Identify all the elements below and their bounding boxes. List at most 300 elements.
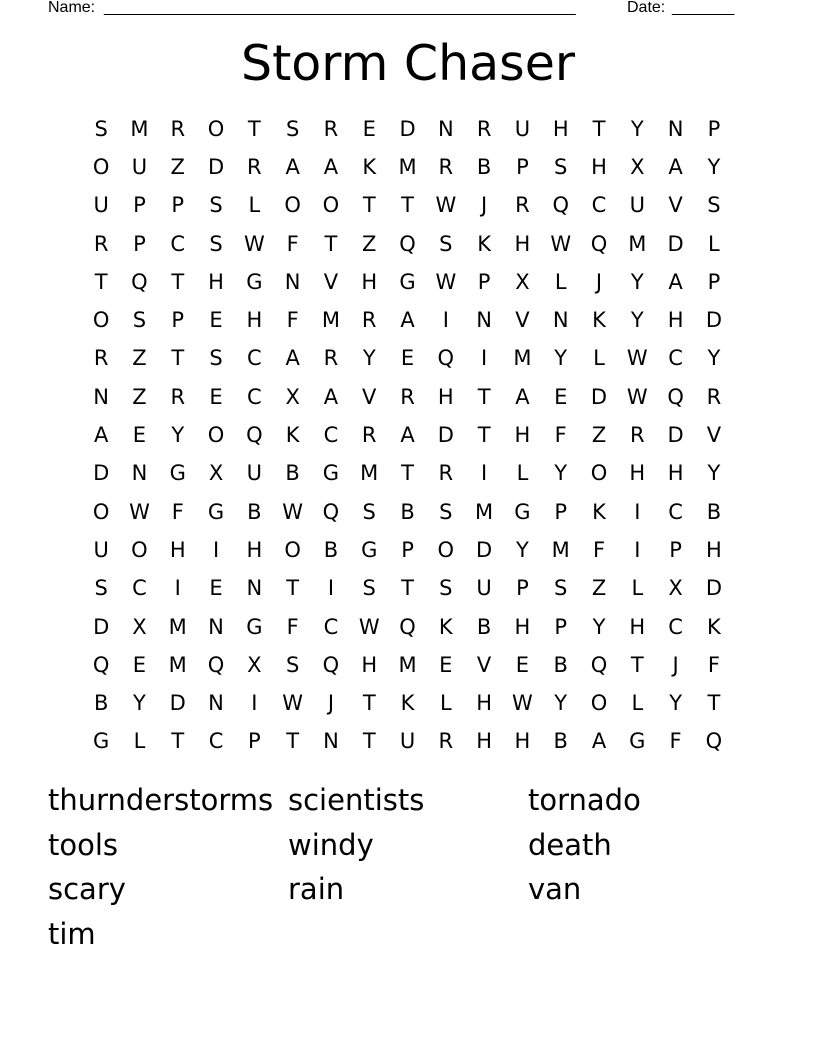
grid-letter[interactable]: B [553,729,568,754]
grid-letter[interactable]: T [247,116,261,141]
grid-letter[interactable]: M [398,154,417,179]
grid-letter[interactable]: T [707,691,721,716]
grid-letter[interactable]: H [629,461,646,486]
grid-letter[interactable]: I [442,308,449,333]
grid-letter[interactable]: V [668,193,683,218]
grid-letter[interactable]: J [481,193,488,218]
grid-letter[interactable]: S [285,652,300,677]
grid-letter[interactable]: P [707,116,721,141]
grid-letter[interactable]: L [631,576,644,601]
grid-letter[interactable]: H [246,537,263,562]
grid-letter[interactable]: P [516,154,529,179]
grid-letter[interactable]: Z [170,154,185,179]
grid-letter[interactable]: E [209,384,223,409]
grid-letter[interactable]: S [554,576,568,601]
grid-letter[interactable]: V [515,308,530,333]
grid-letter[interactable]: Q [667,384,684,409]
grid-letter[interactable]: D [705,576,722,601]
grid-letter[interactable]: K [592,308,606,333]
grid-letter[interactable]: Q [552,193,569,218]
grid-letter[interactable]: U [476,576,492,601]
grid-letter[interactable]: B [323,537,339,562]
grid-letter[interactable]: M [398,652,417,677]
word-list-item: scientists [288,783,425,817]
grid-letter[interactable]: K [285,423,300,448]
grid-letter[interactable]: F [286,308,299,333]
grid-letter[interactable]: E [209,576,223,601]
grid-letter[interactable]: Y [554,461,568,486]
grid-letter[interactable]: V [362,384,377,409]
grid-letter[interactable]: R [361,423,377,448]
grid-letter[interactable]: Q [207,652,225,677]
grid-letter[interactable]: R [515,193,530,218]
grid-letter[interactable]: G [246,614,263,639]
grid-letter[interactable]: S [362,576,376,601]
grid-letter[interactable]: G [399,269,416,294]
grid-letter[interactable]: T [286,576,300,601]
grid-letter[interactable]: S [209,346,223,371]
grid-letter[interactable]: H [361,269,378,294]
grid-letter[interactable]: M [168,652,187,677]
grid-letter[interactable]: U [131,154,148,179]
letter-grid[interactable] [82,110,733,761]
grid-letter[interactable]: Y [516,537,529,562]
grid-letter[interactable]: A [323,154,339,179]
grid-letter[interactable]: P [554,614,568,639]
grid-letter[interactable]: J [595,269,603,294]
grid-letter[interactable]: N [246,576,263,601]
grid-letter[interactable]: C [208,729,224,754]
grid-letter[interactable]: N [93,384,109,409]
grid-letter[interactable]: S [209,231,223,256]
grid-letter[interactable]: M [360,461,379,486]
grid-letter[interactable]: P [133,193,146,218]
grid-letter[interactable]: S [132,308,147,333]
grid-letter[interactable]: Y [133,691,146,716]
grid-letter[interactable]: K [400,691,415,716]
grid-letter[interactable]: W [626,384,648,409]
grid-letter[interactable]: F [171,499,184,524]
grid-letter[interactable]: N [476,308,492,333]
word-list-item: scary [48,872,126,906]
grid-letter[interactable]: A [515,384,530,409]
grid-letter[interactable]: Y [554,346,568,371]
grid-letter[interactable]: H [706,537,722,562]
grid-letter[interactable]: M [168,614,187,639]
grid-letter[interactable]: C [668,614,683,639]
grid-letter[interactable]: U [246,461,263,486]
grid-letter[interactable]: A [285,346,300,371]
grid-letter[interactable]: C [591,193,607,218]
grid-letter[interactable]: W [435,193,457,218]
grid-letter[interactable]: O [437,537,455,562]
grid-letter[interactable]: I [327,576,335,601]
grid-letter[interactable]: D [476,537,493,562]
grid-letter[interactable]: T [477,384,491,409]
grid-letter[interactable]: L [439,691,452,716]
grid-letter[interactable]: A [93,423,109,448]
grid-letter[interactable]: N [208,614,224,639]
grid-letter[interactable]: L [133,729,146,754]
grid-letter[interactable]: M [551,537,570,562]
grid-letter[interactable]: R [400,384,415,409]
grid-letter[interactable]: N [323,729,339,754]
grid-letter[interactable]: N [437,116,454,141]
grid-letter[interactable]: J [672,652,679,677]
grid-letter[interactable]: I [212,537,220,562]
grid-letter[interactable]: H [514,231,531,256]
grid-letter[interactable]: H [476,729,493,754]
grid-letter[interactable]: E [209,308,223,333]
grid-letter[interactable]: O [131,537,148,562]
grid-letter[interactable]: X [630,154,645,179]
grid-letter[interactable]: S [94,576,108,601]
grid-letter[interactable]: U [93,537,109,562]
grid-letter[interactable]: S [554,154,568,179]
grid-letter[interactable]: H [361,652,378,677]
grid-letter[interactable]: E [362,116,376,141]
grid-letter[interactable]: H [591,154,607,179]
grid-letter[interactable]: E [400,346,415,371]
grid-letter[interactable]: Q [246,423,263,448]
grid-letter[interactable]: C [132,576,147,601]
grid-letter[interactable]: Y [592,614,606,639]
grid-letter[interactable]: H [667,461,684,486]
grid-letter[interactable]: W [512,691,533,716]
grid-letter[interactable]: L [593,346,605,371]
grid-letter[interactable]: I [174,576,181,601]
grid-letter[interactable]: T [401,461,414,486]
grid-letter[interactable]: A [285,154,300,179]
grid-letter[interactable]: D [207,154,225,179]
grid-letter[interactable]: S [439,499,453,524]
grid-letter[interactable]: W [243,231,265,256]
grid-letter[interactable]: O [284,537,301,562]
grid-letter[interactable]: O [284,193,301,218]
grid-letter[interactable]: X [208,461,224,486]
grid-letter[interactable]: L [248,193,261,218]
grid-letter[interactable]: Y [630,116,644,141]
grid-letter[interactable]: T [171,346,185,371]
header [48,0,748,18]
grid-letter[interactable]: H [514,729,531,754]
grid-letter[interactable]: K [438,614,453,639]
grid-letter[interactable]: N [208,691,224,716]
grid-letter[interactable]: O [92,308,110,333]
grid-letter[interactable]: S [439,576,453,601]
grid-letter[interactable]: O [207,116,225,141]
grid-letter[interactable]: Q [322,499,340,524]
grid-letter[interactable]: P [516,576,529,601]
grid-letter[interactable]: A [400,423,415,448]
grid-letter[interactable]: V [323,269,339,294]
grid-letter[interactable]: Q [705,729,723,754]
grid-letter[interactable]: K [362,154,377,179]
grid-letter[interactable]: Y [630,308,644,333]
grid-letter[interactable]: R [438,461,454,486]
grid-letter[interactable]: Q [322,652,340,677]
grid-letter[interactable]: D [93,614,110,639]
grid-letter[interactable]: B [553,652,568,677]
grid-letter[interactable]: C [323,614,339,639]
grid-letter[interactable]: B [706,499,722,524]
grid-letter[interactable]: D [437,423,454,448]
grid-letter[interactable]: H [514,614,531,639]
grid-letter[interactable]: B [247,499,262,524]
word-list-item: thurnderstorms [48,783,274,817]
grid-letter[interactable]: T [362,691,376,716]
grid-letter[interactable]: H [629,614,646,639]
grid-letter[interactable]: W [129,499,150,524]
grid-letter[interactable]: R [247,154,262,179]
grid-letter[interactable]: S [209,193,223,218]
grid-letter[interactable]: T [171,269,185,294]
grid-letter[interactable]: K [592,499,606,524]
grid-letter[interactable]: Q [590,652,608,677]
name-label: Name: [48,0,96,16]
grid-letter[interactable]: H [476,691,493,716]
grid-letter[interactable]: Z [591,423,607,448]
grid-letter[interactable]: R [93,231,109,256]
grid-letter[interactable]: D [667,423,684,448]
grid-letter[interactable]: H [208,269,224,294]
grid-letter[interactable]: D [667,231,684,256]
grid-letter[interactable]: Y [669,691,683,716]
word-list-item: death [528,827,612,862]
grid-letter[interactable]: F [286,231,299,256]
grid-letter[interactable]: S [362,499,376,524]
grid-letter[interactable]: F [554,423,567,448]
grid-letter[interactable]: B [93,691,109,716]
grid-letter[interactable]: P [477,269,491,294]
grid-letter[interactable]: U [93,193,109,218]
grid-letter[interactable]: E [515,652,530,677]
grid-letter[interactable]: A [323,384,339,409]
grid-letter[interactable]: E [132,652,147,677]
grid-letter[interactable]: A [668,154,683,179]
grid-letter[interactable]: Y [630,269,644,294]
grid-letter[interactable]: S [439,231,453,256]
grid-letter[interactable]: Q [590,231,608,256]
grid-letter[interactable]: F [669,729,682,754]
grid-letter[interactable]: P [248,729,261,754]
grid-letter[interactable]: X [515,269,530,294]
grid-letter[interactable]: V [476,652,492,677]
grid-letter[interactable]: T [171,729,185,754]
grid-letter[interactable]: Q [399,231,416,256]
grid-letter[interactable]: M [628,231,647,256]
grid-letter[interactable]: G [93,729,110,754]
grid-letter[interactable]: G [246,269,263,294]
grid-letter[interactable]: P [669,537,682,562]
grid-letter[interactable]: T [324,231,338,256]
grid-letter[interactable]: W [435,269,457,294]
grid-letter[interactable]: C [247,346,262,371]
grid-letter[interactable]: B [476,614,492,639]
grid-letter[interactable]: O [92,499,110,524]
grid-letter[interactable]: Z [591,576,607,601]
grid-letter[interactable]: A [400,308,415,333]
grid-letter[interactable]: N [284,269,301,294]
grid-letter[interactable]: V [706,423,722,448]
grid-letter[interactable]: Q [399,614,416,639]
grid-letter[interactable]: T [362,729,376,754]
grid-letter[interactable]: T [630,652,644,677]
grid-letter[interactable]: T [477,423,491,448]
grid-letter[interactable]: L [631,691,644,716]
grid-letter[interactable]: W [626,346,648,371]
grid-letter[interactable]: E [554,384,568,409]
date-field[interactable]: _______ [672,0,735,16]
grid-letter[interactable]: H [246,308,263,333]
grid-letter[interactable]: G [169,461,186,486]
grid-letter[interactable]: M [130,116,149,141]
grid-letter[interactable]: X [668,576,683,601]
grid-letter[interactable]: M [475,499,494,524]
grid-letter[interactable]: R [93,346,109,371]
grid-letter[interactable]: M [513,346,532,371]
grid-letter[interactable]: Z [132,384,147,409]
grid-letter[interactable]: Q [131,269,148,294]
grid-letter[interactable]: F [707,652,720,677]
grid-letter[interactable]: H [169,537,186,562]
grid-letter[interactable]: G [322,461,340,486]
grid-letter[interactable]: F [592,537,606,562]
grid-letter[interactable]: Z [362,231,377,256]
grid-letter[interactable]: B [400,499,415,524]
grid-letter[interactable]: I [634,499,641,524]
grid-letter[interactable]: R [438,154,454,179]
grid-letter[interactable]: R [323,116,339,141]
grid-letter[interactable]: L [554,269,567,294]
name-field[interactable]: _____________________________________________________ [104,0,576,16]
grid-letter[interactable]: O [590,691,608,716]
grid-letter[interactable]: B [476,154,492,179]
grid-letter[interactable]: C [247,384,262,409]
grid-letter[interactable]: X [132,614,147,639]
grid-letter[interactable]: R [170,116,186,141]
grid-letter[interactable]: U [514,116,531,141]
grid-letter[interactable]: K [707,614,721,639]
grid-letter[interactable]: F [286,614,299,639]
grid-letter[interactable]: Y [554,691,568,716]
grid-letter[interactable]: G [361,537,378,562]
grid-letter[interactable]: Q [92,652,110,677]
grid-letter[interactable]: I [634,537,641,562]
grid-letter[interactable]: K [477,231,491,256]
grid-letter[interactable]: I [481,461,488,486]
grid-letter[interactable]: O [207,423,225,448]
grid-letter[interactable]: H [552,116,569,141]
grid-letter[interactable]: A [668,269,683,294]
grid-letter[interactable]: T [401,576,414,601]
grid-letter[interactable]: P [171,193,185,218]
grid-letter[interactable]: T [286,729,300,754]
grid-letter[interactable]: I [251,691,258,716]
grid-letter[interactable]: N [667,116,684,141]
grid-letter[interactable]: D [705,308,722,333]
word-list [48,778,768,956]
grid-letter[interactable]: R [630,423,645,448]
grid-letter[interactable]: R [438,729,454,754]
grid-letter[interactable]: C [170,231,186,256]
grid-letter[interactable]: H [437,384,454,409]
grid-letter[interactable]: T [401,193,414,218]
grid-letter[interactable]: U [399,729,416,754]
grid-letter[interactable]: R [476,116,492,141]
grid-letter[interactable]: L [708,231,720,256]
grid-letter[interactable]: W [550,231,572,256]
grid-letter[interactable]: D [399,116,416,141]
grid-letter[interactable]: T [94,269,108,294]
grid-letter[interactable]: E [439,652,453,677]
grid-letter[interactable]: Y [362,346,376,371]
grid-letter[interactable]: W [282,691,304,716]
grid-letter[interactable]: O [322,193,340,218]
grid-letter[interactable]: Y [707,154,721,179]
grid-letter[interactable]: P [133,231,146,256]
grid-letter[interactable]: P [554,499,568,524]
grid-letter[interactable]: L [516,461,529,486]
grid-letter[interactable]: B [285,461,300,486]
grid-letter[interactable]: S [707,193,721,218]
grid-letter[interactable]: Q [437,346,455,371]
grid-letter[interactable]: W [282,499,304,524]
grid-letter[interactable]: I [481,346,488,371]
grid-letter[interactable]: G [629,729,646,754]
grid-letter[interactable]: S [94,116,108,141]
grid-letter[interactable]: X [247,652,262,677]
grid-letter[interactable]: Y [707,461,721,486]
grid-letter[interactable]: G [207,499,225,524]
grid-letter[interactable]: M [321,308,340,333]
grid-letter[interactable]: H [514,423,531,448]
grid-letter[interactable]: R [706,384,722,409]
grid-letter[interactable]: Y [171,423,185,448]
grid-letter[interactable]: R [323,346,339,371]
grid-letter[interactable]: X [285,384,300,409]
grid-letter[interactable]: W [358,614,380,639]
grid-letter[interactable]: P [401,537,414,562]
grid-letter[interactable]: N [131,461,148,486]
grid-letter[interactable]: O [92,154,110,179]
grid-letter[interactable]: N [552,308,569,333]
grid-letter[interactable]: E [132,423,147,448]
grid-letter[interactable]: C [668,346,683,371]
grid-letter[interactable]: T [592,116,606,141]
grid-letter[interactable]: O [590,461,608,486]
grid-letter[interactable]: H [667,308,684,333]
grid-letter[interactable]: R [170,384,186,409]
grid-letter[interactable]: D [590,384,608,409]
grid-letter[interactable]: C [668,499,683,524]
grid-letter[interactable]: U [629,193,645,218]
grid-letter[interactable]: C [323,423,339,448]
grid-letter[interactable]: Y [707,346,721,371]
grid-letter[interactable]: S [285,116,300,141]
grid-letter[interactable]: P [171,308,185,333]
grid-letter[interactable]: R [361,308,377,333]
grid-letter[interactable]: P [707,269,721,294]
grid-letter[interactable]: J [327,691,335,716]
grid-letter[interactable]: Z [132,346,147,371]
grid-letter[interactable]: T [362,193,376,218]
grid-letter[interactable]: G [514,499,531,524]
word-list-item: tim [48,916,96,951]
grid-letter[interactable]: D [93,461,110,486]
grid-letter[interactable]: A [591,729,607,754]
grid-letter[interactable]: D [169,691,186,716]
